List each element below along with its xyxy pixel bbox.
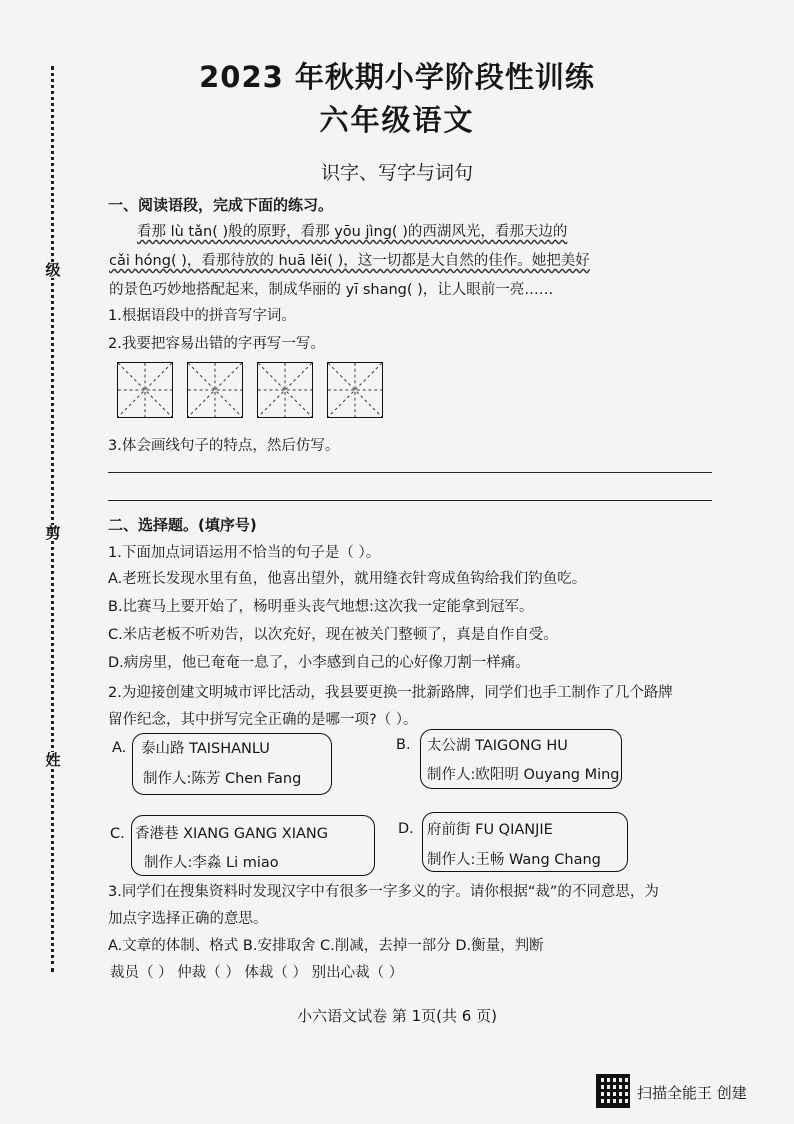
sign-a-road: 泰山路 TAISHANLU: [141, 741, 270, 757]
sign-a-maker: 制作人:陈芳 Chen Fang: [143, 771, 302, 787]
sign-b-box: [420, 729, 622, 789]
question-1-2: 2.我要把容易出错的字再写一写。: [108, 336, 325, 352]
scanner-watermark: 扫描全能王 创建: [637, 1084, 747, 1102]
question-2-2-line2: 留作纪念，其中拼写完全正确的是哪一项?（ ）。: [108, 712, 418, 728]
sign-c-road: 香港巷 XIANG GANG XIANG: [135, 826, 328, 842]
writing-grid-1[interactable]: [117, 362, 173, 418]
sign-b-maker: 制作人:欧阳明 Ouyang Ming: [427, 767, 620, 783]
sign-a-letter: A.: [112, 740, 127, 756]
question-1-1: 1.根据语段中的拼音写字词。: [108, 308, 296, 324]
grid-guides-icon: [188, 363, 242, 417]
sign-b-letter: B.: [396, 737, 411, 753]
exam-subtitle: 识字、写字与词句: [320, 162, 473, 184]
sign-b-road: 太公湖 TAIGONG HU: [427, 738, 568, 754]
margin-label-class: 级: [45, 261, 61, 279]
question-2-3-blanks[interactable]: 裁员（ ） 仲裁（ ） 体裁（ ） 别出心裁（ ）: [110, 965, 404, 981]
qr-code-icon: [596, 1074, 630, 1108]
sign-c-maker: 制作人:李淼 Li miao: [144, 855, 279, 871]
exam-grade: 六年级语文: [319, 103, 475, 137]
binding-dotted-line: [51, 66, 54, 972]
passage-line-1: 看那 lù tǎn( )般的原野，看那 yōu jìng( )的西湖风光，看那天边的: [137, 224, 568, 240]
section1-heading: 一、阅读语段，完成下面的练习。: [108, 196, 334, 214]
page-footer: 小六语文试卷 第 1页(共 6 页): [297, 1007, 497, 1025]
option-2-1-b: B.比赛马上要开始了，杨明垂头丧气地想:这次我一定能拿到冠军。: [108, 599, 534, 615]
writing-grid-4[interactable]: [327, 362, 383, 418]
sign-d-letter: D.: [398, 821, 414, 837]
answer-line-2[interactable]: [108, 500, 712, 501]
sign-c-box: [131, 815, 375, 876]
writing-grid-3[interactable]: [257, 362, 313, 418]
option-2-1-c: C.米店老板不听劝告，以次充好，现在被关门整顿了，真是自作自受。: [108, 627, 558, 643]
passage-line-3: 的景色巧妙地搭配起来，制成华丽的 yī shang( )，让人眼前一亮……: [109, 282, 554, 298]
option-2-1-a: A.老班长发现水里有鱼，他喜出望外，就用缝衣针弯成鱼钩给我们钓鱼吃。: [108, 571, 587, 587]
question-1-3: 3.体会画线句子的特点，然后仿写。: [108, 438, 340, 454]
sign-d-box: [422, 812, 628, 872]
question-2-3-options: A.文章的体制、格式 B.安排取舍 C.削减，去掉一部分 D.衡量，判断: [108, 938, 544, 954]
question-2-3-line1: 3.同学们在搜集资料时发现汉字中有很多一字多义的字。请你根据“裁”的不同意思，为: [108, 884, 659, 900]
question-2-2-line1: 2.为迎接创建文明城市评比活动，我县要更换一批新路牌，同学们也手工制作了几个路牌: [108, 685, 673, 701]
question-2-1: 1.下面加点词语运用不恰当的句子是（ ）。: [108, 545, 381, 561]
grid-guides-icon: [258, 363, 312, 417]
grid-guides-icon: [118, 363, 172, 417]
writing-grid-2[interactable]: [187, 362, 243, 418]
section2-heading: 二、选择题。(填序号): [108, 516, 257, 534]
grid-guides-icon: [328, 363, 382, 417]
sign-a-box: [132, 733, 332, 795]
question-2-3-line2: 加点字选择正确的意思。: [108, 911, 268, 927]
option-2-1-d: D.病房里，他已奄奄一息了，小李感到自己的心好像刀割一样痛。: [108, 655, 530, 671]
margin-label-name: 姓: [45, 751, 61, 769]
answer-line-1[interactable]: [108, 472, 712, 473]
exam-title: 2023 年秋期小学阶段性训练: [199, 60, 595, 94]
sign-d-road: 府前街 FU QIANJIE: [427, 822, 553, 838]
sign-c-letter: C.: [110, 826, 125, 842]
margin-label-cut: 剪: [45, 524, 61, 542]
sign-d-maker: 制作人:王畅 Wang Chang: [427, 852, 601, 868]
passage-line-2: cǎi hóng( )，看那待放的 huā lěi( )，这一切都是大自然的佳作。她把美好: [109, 253, 590, 269]
